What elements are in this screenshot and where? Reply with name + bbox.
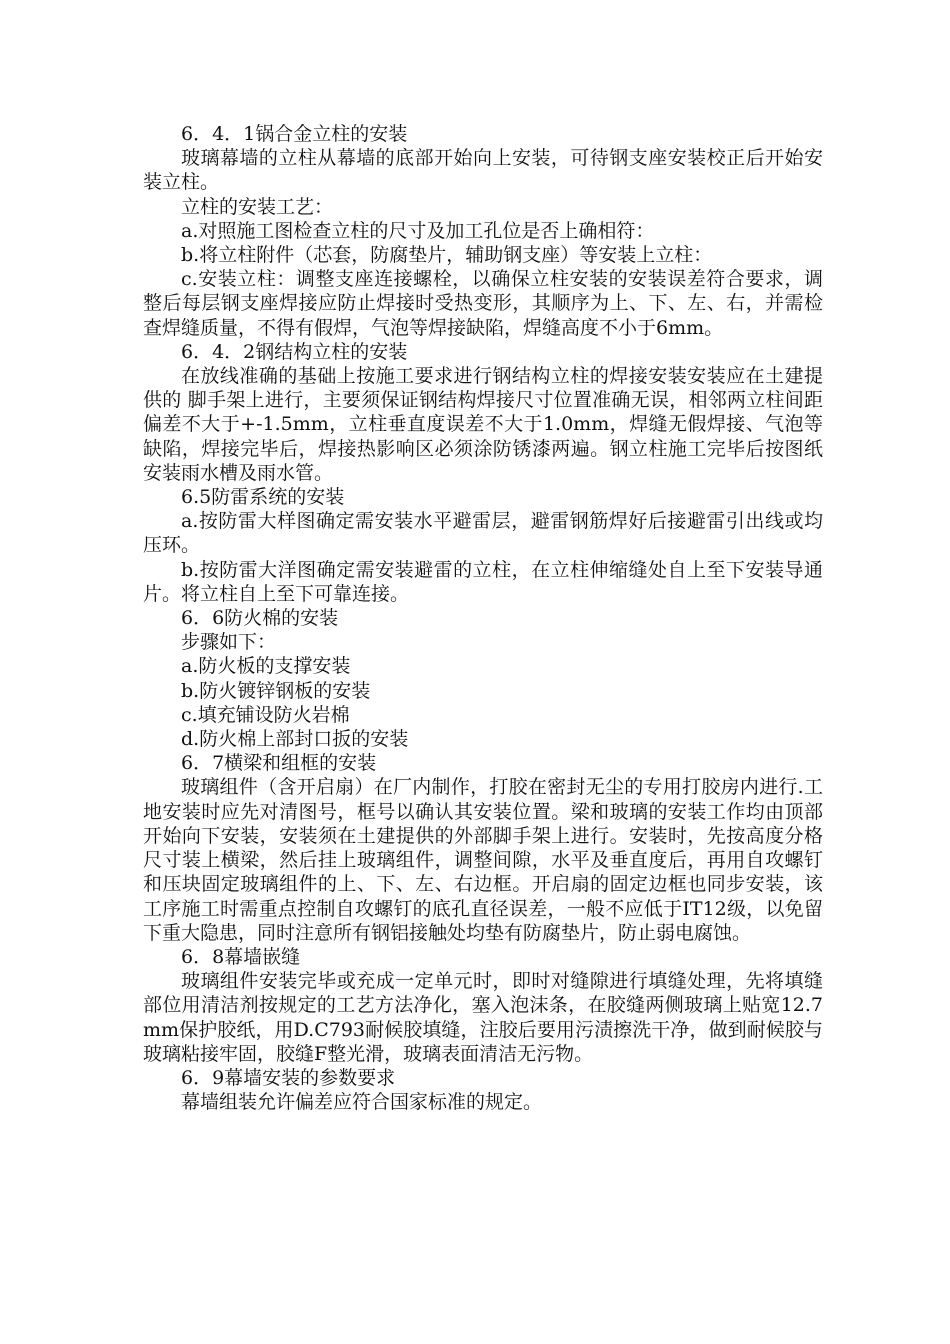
- paragraph: 在放线准确的基础上按施工要求进行钢结构立柱的焊接安装安装应在土建提供的 脚手架上进行，主要须保证钢结构焊接尺寸位置准确无误，相邻两立柱间距偏差不大于+-1.5mm，立柱垂直度误差不大于1.0mm，焊缝无假焊接、气泡等缺陷，焊接完毕后，焊接热影响区必须涂防锈漆两遍。钢立柱施工完毕后按图纸安装雨水槽及雨水管。: [143, 365, 823, 484]
- list-item-c: c.填充铺设防火岩棉: [181, 703, 350, 726]
- list-item-d: d.防火棉上部封口扳的安装: [181, 728, 409, 751]
- section-heading-6-9: 6．9幕墙安装的参数要求: [181, 1066, 396, 1089]
- document-page: [143, 122, 823, 1114]
- list-item-a: a.防火板的支撑安装: [181, 655, 351, 678]
- list-item-b: b.将立柱附件（芯套，防腐垫片，辅助钢支座）等安装上立柱：: [181, 244, 713, 267]
- list-item-b: b.防火镀锌钢板的安装: [181, 679, 371, 702]
- paragraph: 立柱的安装工艺：: [181, 195, 334, 218]
- section-heading-6-4-1: 6．4．1锅合金立柱的安装: [181, 123, 408, 145]
- paragraph: 玻璃组件安装完毕或充成一定单元时，即时对缝隙进行填缝处理，先将填缝部位用清洁剂按规定的工艺方法净化，塞入泡沫条，在胶缝两侧玻璃上贴宽12.7mm保护胶纸，用D.C793耐候胶填缝，注胶后要用污渍擦洗干净，做到耐候胶与玻璃粘接牢固，胶缝F整光滑，玻璃表面清洁无污物。: [143, 970, 823, 1065]
- section-heading-6-5: 6.5防雷系统的安装: [181, 486, 345, 509]
- list-item-a: a.对照施工图检查立柱的尺寸及加工孔位是否上确相符：: [181, 219, 655, 242]
- section-heading-6-6: 6．6防火棉的安装: [181, 607, 339, 630]
- section-heading-6-7: 6．7横梁和组框的安装: [181, 752, 377, 775]
- paragraph: 玻璃幕墙的立柱从幕墙的底部开始向上安装，可待钢支座安装校正后开始安装立柱。: [143, 147, 823, 194]
- list-item-a: a.按防雷大样图确定需安装水平避雷层，避雷钢筋焊好后接避雷引出线或均压环。: [143, 510, 823, 557]
- section-heading-6-8: 6．8幕墙嵌缝: [181, 945, 301, 968]
- list-item-c: c.安装立柱：调整支座连接螺栓，以确保立柱安装的安装误差符合要求，调整后每层钢支座焊接应防止焊接时受热变形，其顺序为上、下、左、右，并需检查焊缝质量，不得有假焊，气泡等焊接缺陷，焊缝高度不小于6mm。: [143, 268, 823, 339]
- section-heading-6-4-2: 6．4．2钢结构立柱的安装: [181, 340, 408, 363]
- paragraph: 幕墙组装允许偏差应符合国家标准的规定。: [181, 1091, 543, 1114]
- paragraph: 玻璃组件（含开启扇）在厂内制作，打胶在密封无尘的专用打胶房内进行.工地安装时应先对清图号，框号以确认其安装位置。梁和玻璃的安装工作均由顶部开始向下安装，安装须在土建提供的外部脚手架上进行。安装时，先按高度分格尺寸装上横梁，然后挂上玻璃组件，调整间隙，水平及垂直度后，再用自攻螺钉和压块固定玻璃组件的上、下、左、右边框。开启扇的固定边框也同步安装，该工序施工时需重点控制自攻螺钉的底孔直径误差，一般不应低于IT12级，以免留下重大隐患，同时注意所有钢铝接触处均垫有防腐垫片，防止弱电腐蚀。: [143, 776, 823, 944]
- paragraph: 步骤如下：: [181, 631, 277, 654]
- list-item-b: b.按防雷大洋图确定需安装避雷的立柱，在立柱伸缩缝处自上至下安装导通片。将立柱自上至下可靠连接。: [143, 558, 823, 605]
